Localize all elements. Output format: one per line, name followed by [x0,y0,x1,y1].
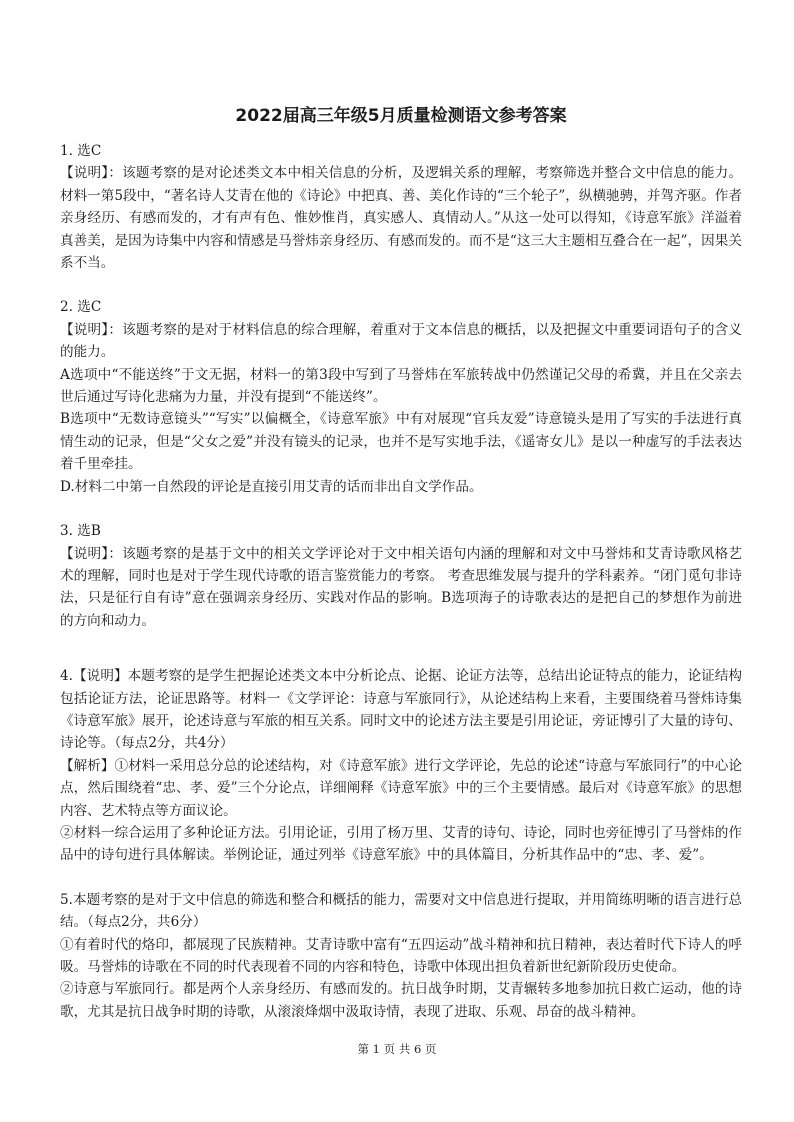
page-footer: 第 1 页 共 6 页 [357,1042,437,1056]
spacer [60,498,742,520]
question-5 [60,889,742,1023]
q1-answer: 1. 选C [60,143,102,159]
q4-analysis-2: ②材料一综合运用了多种论证方法。引用论证，引用了杨万里、艾青的诗句、诗论，同时也旁征博引了马誉炜的作品中的诗句进行具体解读。举例论证，通过列举《诗意军旅》中的具体篇目，分析其作品中的“忠、孝、爱”。 [60,824,742,864]
question-2 [60,296,742,498]
spacer [60,274,742,296]
q2-option-b: B选项中“无数诗意镜头”“写实”以偏概全，《诗意军旅》中有对展现“官兵友爱”诗意镜头是用了写实的手法进行真情生动的记录，但是“父女之爱”并没有镜头的记录，也并不是写实地手法，《遥寄女儿》是以一种虚写的手法表达着千里牵挂。 [60,411,742,473]
q3-explanation: 【说明】：该题考察的是基于文中的相关文学评论对于文中相关语句内涵的理解和对文中马誉炜和艾青诗歌风格艺术的理解，同时也是对于学生现代诗歌的语言鉴赏能力的考察。 考查思维发展与提升的学科素养。“闭门觅句非诗法，只是征行自有诗”意在强调亲身经历、实践对作品的影响。B选项海子的诗歌表达的是把自己的梦想作为前进的方向和动力。 [60,545,742,629]
question-1 [60,140,742,274]
page-title: 2022届高三年级5月质量检测语文参考答案 [235,106,567,126]
q2-answer: 2. 选C [60,299,102,316]
q2-option-d: D.材料二中第一自然段的评论是直接引用艾青的话而非出自文学作品。 [60,478,483,495]
q5-explanation: 5.本题考察的是对于文中信息的筛选和整合和概括的能力，需要对文中信息进行提取，并用简练明晰的语言进行总结。（每点2分，共6分） [60,891,742,931]
spacer [60,632,742,665]
q4-analysis-1: 【解析】①材料一采用总分总的论述结构，对《诗意军旅》进行文学评论，先总的论述“诗意与军旅同行”的中心论点，然后围绕着“忠、孝、爱”三个分论点，详细阐释《诗意军旅》中的三个主要情感。最后对《诗意军旅》的思想内容、艺术特点等方面议论。 [60,757,742,819]
q2-explanation: 【说明】：该题考察的是对于材料信息的综合理解，着重对于文本信息的概括，以及把握文中重要词语句子的含义的能力。 [60,321,742,361]
question-3 [60,520,742,632]
q4-explanation: 4.【说明】本题考察的是学生把握论述类文本中分析论点、论据、论证方法等，总结出论证特点的能力，论证结构包括论证方法，论证思路等。材料一《文学评论：诗意与军旅同行》，从论述结构上来看，主要围绕着马誉炜诗集《诗意军旅》展开，论述诗意与军旅的相互关系。同时文中的论述方法主要是引用论证，旁证博引了大量的诗句、诗论等。（每点2分，共4分） [60,668,742,752]
spacer [60,867,742,889]
question-4 [60,665,742,867]
q5-point-1: ①有着时代的烙印，都展现了民族精神。艾青诗歌中富有“五四运动”战斗精神和抗日精神，表达着时代下诗人的呼吸。马誉炜的诗歌在不同的时代表现着不同的内容和特色，诗歌中体现出担负着新世纪新阶段历史使命。 [60,936,742,975]
q5-point-2: ②诗意与军旅同行。都是两个人亲身经历、有感而发的。抗日战争时期，艾青辗转多地参加抗日救亡运动，他的诗歌，尤其是抗日战争时期的诗歌，从滚滚烽烟中汲取诗情，表现了进取、乐观、昂奋的战斗精神。 [60,981,742,1020]
q1-explanation: 【说明】：该题考察的是对论述类文本中相关信息的分析，及逻辑关系的理解，考察筛选并整合文中信息的能力。 材料一第5段中，“著名诗人艾青在他的《诗论》中把真、善、美化作诗的“三个轮子”，纵横驰骋，并驾齐驱。作者亲身经历、有感而发的，才有声有色、惟妙惟肖，真实感人、真情动人。”从这一处可以得知，《诗意军旅》洋溢着真善美，是因为诗集中内容和情感是马誉炜亲身经历、有感而发的。而不是“这三大主题相互叠合在一起”，因果关系不当。 [60,165,742,272]
q2-option-a: A选项中“不能送终”于文无据，材料一的第3段中写到了马誉炜在军旅转战中仍然谨记父母的希冀，并且在父亲去世后通过写诗化悲痛为力量，并没有提到“不能送终”。 [60,366,742,406]
q3-answer: 3. 选B [60,523,101,540]
